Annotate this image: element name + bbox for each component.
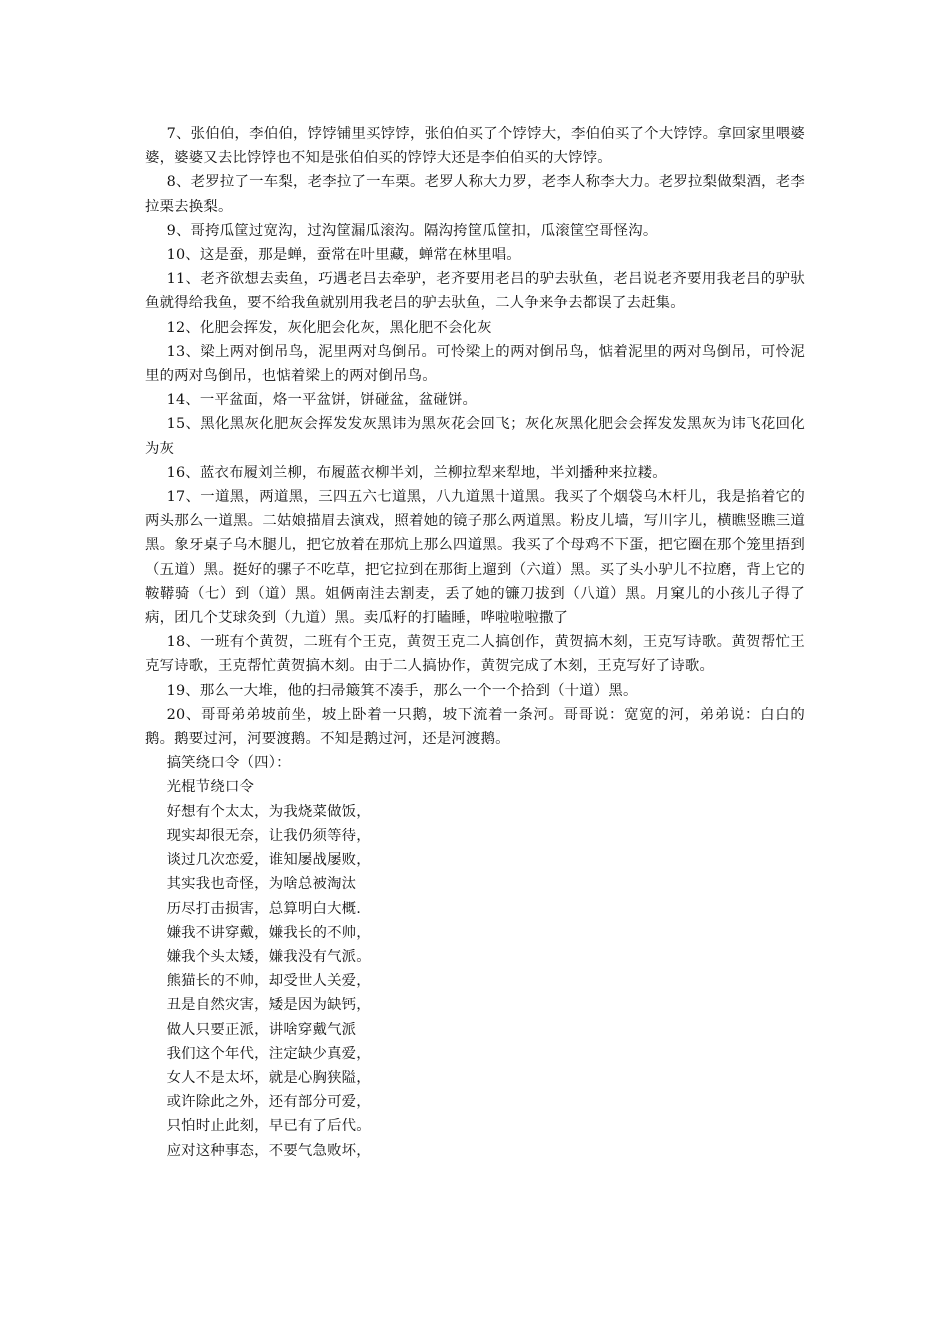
poem-line: 现实却很无奈，让我仍须等待， xyxy=(166,827,371,844)
document-page xyxy=(145,122,805,1163)
tongue-twister-13: 13、梁上两对倒吊鸟，泥里两对鸟倒吊。可怜梁上的两对倒吊鸟，惦着泥里的两对鸟倒吊，可怜泥里的两对鸟倒吊，也惦着梁上的两对倒吊鸟。 xyxy=(145,343,805,385)
poem-line: 历尽打击损害，总算明白大概. xyxy=(166,900,362,917)
poem-line: 谈过几次恋爱，谁知屡战屡败， xyxy=(166,852,371,869)
poem-line: 嫌我个头太矮，嫌我没有气派。 xyxy=(166,948,371,965)
tongue-twister-7: 7、张伯伯，李伯伯，饽饽铺里买饽饽，张伯伯买了个饽饽大，李伯伯买了个大饽饽。拿回家里喂婆婆，婆婆又去比饽饽也不知是张伯伯买的饽饽大还是李伯伯买的大饽饽。 xyxy=(145,126,805,167)
tongue-twister-14: 14、一平盆面，烙一平盆饼，饼碰盆，盆碰饼。 xyxy=(166,392,478,409)
poem-line: 做人只要正派，讲啥穿戴气派 xyxy=(166,1021,357,1038)
tongue-twister-8: 8、老罗拉了一车梨，老李拉了一车栗。老罗人称大力罗，老李人称李大力。老罗拉梨做梨酒，老李拉栗去换梨。 xyxy=(145,174,805,215)
tongue-twister-18: 18、一班有个黄贺，二班有个王克，黄贺王克二人搞创作，黄贺搞木刻，王克写诗歌。黄贺帮忙王克写诗歌，王克帮忙黄贺搞木刻。由于二人搞协作，黄贺完成了木刻，王克写好了诗歌。 xyxy=(145,634,805,675)
poem-line: 女人不是太坏，就是心胸狭隘， xyxy=(166,1069,371,1086)
section-heading: 搞笑绕口令（四）： xyxy=(166,755,291,772)
tongue-twister-12: 12、化肥会挥发，灰化肥会化灰，黑化肥不会化灰 xyxy=(166,319,492,336)
tongue-twister-19: 19、那么一大堆，他的扫帚簸箕不凑手，那么一个一个拾到（十道）黑。 xyxy=(166,682,638,699)
poem-line: 丑是自然灾害，矮是因为缺钙， xyxy=(166,997,371,1014)
poem-line: 只怕时止此刻，早已有了后代。 xyxy=(166,1118,371,1135)
tongue-twister-15: 15、黑化黑灰化肥灰会挥发发灰黑讳为黑灰花会回飞；灰化灰黑化肥会会挥发发黑灰为讳飞花回化为灰 xyxy=(145,416,805,457)
tongue-twister-9: 9、哥挎瓜筐过宽沟，过沟筐漏瓜滚沟。隔沟挎筐瓜筐扣，瓜滚筐空哥怪沟。 xyxy=(166,222,658,239)
tongue-twister-17: 17、一道黑，两道黑，三四五六七道黑，八九道黑十道黑。我买了个烟袋乌木杆儿，我是掐着它的两头那么一道黑。二姑娘描眉去演戏，照着她的镜子那么两道黑。粉皮儿墙，写川字儿，横瞧竖瞧三道黑。象牙桌子乌木腿儿，把它放着在那炕上那么四道黑。我买了个母鸡不下蛋，把它圈在那个笼里捂到（五道）黑。挺好的骡子不吃草，把它拉到在那街上遛到（六道）黑。买了头小驴儿不拉磨，背上它的鞍鞯骑（七）到（道）黑。姐俩南洼去割麦，丢了她的镰刀拔到（八道）黑。月窠儿的小孩儿子得了病，团几个艾球灸到（九道）黑。卖瓜籽的打瞌睡，哗啦啦啦撒了 xyxy=(145,489,805,627)
poem-line: 我们这个年代，注定缺少真爱， xyxy=(166,1045,371,1062)
poem-line: 嫌我不讲穿戴，嫌我长的不帅， xyxy=(166,924,371,941)
poem-line: 应对这种事态，不要气急败坏， xyxy=(166,1142,371,1159)
tongue-twister-11: 11、老齐欲想去卖鱼，巧遇老吕去牵驴，老齐要用老吕的驴去驮鱼，老吕说老齐要用我老吕的驴驮鱼就得给我鱼，要不给我鱼就别用我老吕的驴去驮鱼，二人争来争去都误了去赶集。 xyxy=(145,271,805,312)
tongue-twister-16: 16、蓝衣布履刘兰柳，布履蓝衣柳半刘，兰柳拉犁来犁地，半刘播种来拉耧。 xyxy=(166,464,667,481)
poem-line: 其实我也奇怪，为啥总被淘汰 xyxy=(166,876,357,893)
poem xyxy=(145,800,805,1163)
tongue-twister-20: 20、哥哥弟弟坡前坐，坡上卧着一只鹅，坡下流着一条河。哥哥说：宽宽的河，弟弟说：白白的鹅。鹅要过河，河要渡鹅。不知是鹅过河，还是河渡鹅。 xyxy=(145,706,805,748)
poem-line: 熊猫长的不帅，却受世人关爱， xyxy=(166,973,371,990)
tongue-twister-10: 10、这是蚕，那是蝉，蚕常在叶里藏，蝉常在林里唱。 xyxy=(166,247,521,264)
poem-line: 好想有个太太，为我烧菜做饭， xyxy=(166,803,371,820)
poem-title: 光棍节绕口令 xyxy=(166,779,255,796)
poem-line: 或许除此之外，还有部分可爱， xyxy=(166,1094,371,1111)
